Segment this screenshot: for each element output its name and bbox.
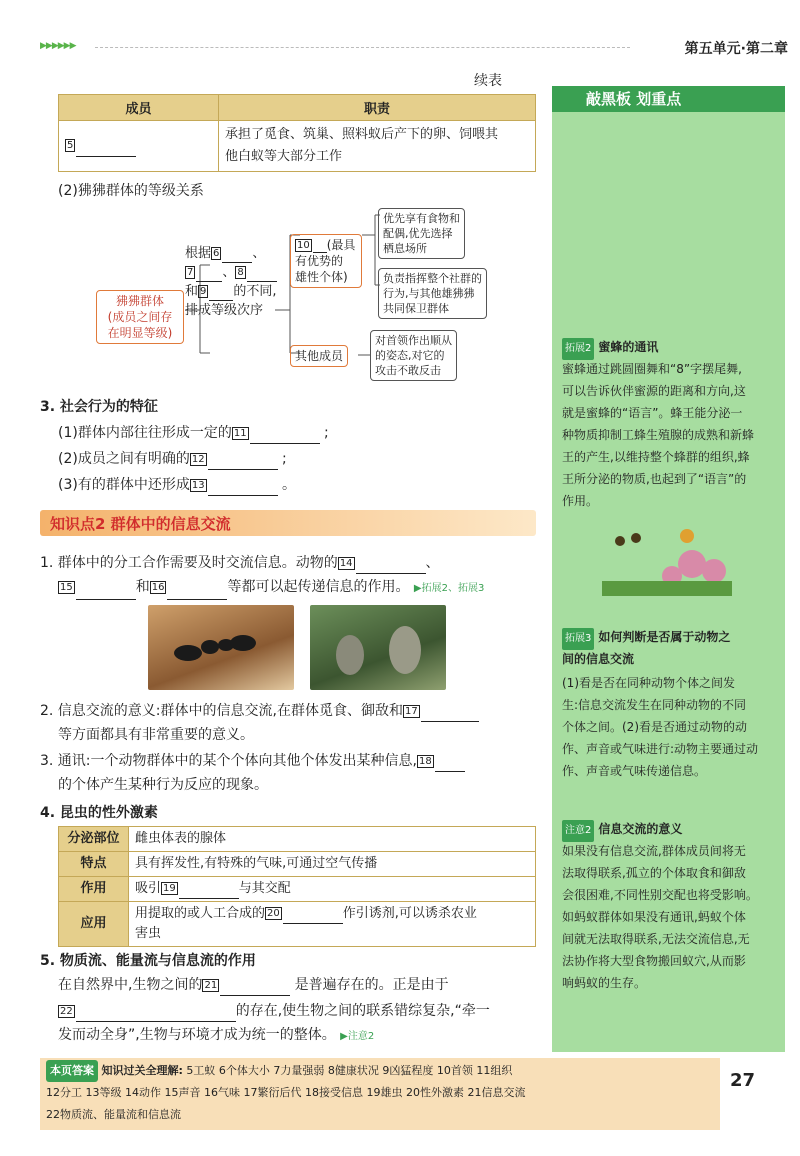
sidebar-notes bbox=[552, 86, 785, 1052]
blank-number: 13 bbox=[191, 479, 205, 491]
ant-icon bbox=[148, 605, 294, 690]
arrow-decoration: ▶▶▶▶▶▶ bbox=[40, 41, 76, 51]
bee-flower-icon bbox=[602, 526, 732, 596]
answer-blank[interactable] bbox=[209, 286, 233, 301]
row-key: 作用 bbox=[59, 877, 129, 902]
text: 信息交流的意义 bbox=[598, 822, 683, 836]
sidebar-header: 敲黑板 划重点 bbox=[552, 86, 785, 112]
text-line bbox=[58, 576, 484, 600]
text: 蜜蜂通过跳圆圈舞和“8”字摆尾舞, bbox=[562, 362, 742, 376]
leader-box bbox=[290, 234, 362, 288]
text: 如何判断是否属于动物之 bbox=[598, 630, 731, 644]
blank-number: 10 bbox=[297, 240, 310, 251]
note-title bbox=[562, 626, 780, 650]
answer-blank[interactable] bbox=[250, 429, 320, 444]
blank-number: 19 bbox=[163, 883, 176, 894]
answer-tag: 本页答案 bbox=[46, 1060, 98, 1082]
text: (3)有的群体中还形成 bbox=[58, 477, 190, 493]
top-bar bbox=[40, 38, 790, 56]
blank-number: 21 bbox=[204, 979, 218, 991]
text: 种物质抑制工蜂生殖腺的成熟和新蜂 bbox=[562, 428, 755, 442]
note-tag: 注意2 bbox=[562, 820, 594, 842]
chapter-title: 第五单元·第二章 bbox=[684, 41, 788, 57]
note-body bbox=[562, 358, 780, 512]
row-value bbox=[129, 877, 536, 902]
text-line bbox=[40, 700, 479, 722]
text: 知识过关全理解: bbox=[101, 1064, 183, 1077]
text: 王所分泌的物质,也起到了“语言”的 bbox=[562, 472, 747, 486]
text: 和 bbox=[185, 284, 199, 299]
text: 排成等级次序 bbox=[185, 303, 264, 318]
text: 2. 信息交流的意义:群体中的信息交流,在群体觅食、御敌和 bbox=[40, 703, 403, 719]
section-heading: 5. 物质流、能量流与信息流的作用 bbox=[40, 953, 256, 969]
text: 害虫 bbox=[135, 926, 162, 941]
page-number: 27 bbox=[730, 1070, 756, 1091]
text: 等都可以起传递信息的作用。 bbox=[227, 579, 410, 595]
row-key: 分泌部位 bbox=[59, 827, 129, 852]
text: 在自然界中,生物之间的 bbox=[58, 977, 203, 993]
ranking-criteria: 根据 6 、 7 、 8 和 9 的不同, 排成等级次序 bbox=[185, 246, 277, 318]
section-heading: 4. 昆虫的性外激素 bbox=[40, 805, 158, 821]
blank-number: 20 bbox=[267, 908, 280, 919]
row-key: 特点 bbox=[59, 852, 129, 877]
section-title: 知识点2 群体中的信息交流 bbox=[50, 515, 231, 533]
text: 。 bbox=[282, 477, 297, 493]
blank-number: 22 bbox=[60, 1005, 73, 1017]
text-line bbox=[58, 474, 296, 496]
text: 就是蜜蜂的“语言”。蜂王能分泌一 bbox=[562, 406, 743, 420]
blank-number: 12 bbox=[191, 453, 205, 465]
baboon-group-box: 狒狒群体 (成员之间存 在明显等级) bbox=[96, 290, 184, 344]
answer-blank[interactable] bbox=[435, 757, 465, 772]
text-line bbox=[58, 1024, 374, 1048]
other-members-box: 其他成员 bbox=[290, 345, 348, 367]
note-title bbox=[562, 818, 780, 842]
blank-number: 16 bbox=[151, 581, 165, 593]
text-line: 1. 群体中的分工合作需要及时交流信息。动物的 14 、 bbox=[40, 552, 440, 574]
text: 会很困难,不同性别交配也将受影响。 bbox=[562, 888, 758, 902]
continued-label: 续表 bbox=[474, 73, 502, 89]
text: ; bbox=[282, 451, 287, 467]
answer-blank[interactable] bbox=[356, 559, 426, 574]
text-line bbox=[58, 1000, 490, 1022]
text-line: 的个体产生某种行为反应的现象。 bbox=[58, 777, 268, 793]
text: (1)看是否在同种动物个体之间发 bbox=[562, 676, 735, 690]
answer-blank[interactable] bbox=[247, 267, 277, 282]
answer-blank[interactable] bbox=[421, 707, 479, 722]
row-value bbox=[129, 902, 536, 947]
blank-number: 9 bbox=[200, 286, 207, 297]
text: 用提取的或人工合成的 bbox=[135, 906, 266, 921]
text: 5工蚁 6个体大小 7力量强弱 8健康状况 9凶猛程度 10首领 11组织 bbox=[186, 1064, 513, 1077]
col-header: 职责 bbox=[219, 95, 536, 121]
blank-number: 5 bbox=[67, 140, 74, 151]
text: 王的产生,以维持整个蜂群的组织,蜂 bbox=[562, 450, 750, 464]
text-line: 等方面都具有非常重要的意义。 bbox=[58, 727, 254, 743]
blank-number: 11 bbox=[233, 427, 247, 439]
blank-number: 7 bbox=[187, 267, 194, 278]
answer-blank[interactable] bbox=[76, 1007, 236, 1022]
text: 作、声音或气味传递信息。 bbox=[562, 764, 707, 778]
table-cell bbox=[59, 121, 219, 172]
text-line bbox=[58, 974, 449, 996]
text: 作引诱剂,可以诱杀农业 bbox=[342, 906, 477, 921]
blank-number: 14 bbox=[339, 557, 353, 569]
monkey-icon bbox=[310, 605, 446, 690]
duty-text: 他白蚁等大部分工作 bbox=[225, 149, 343, 164]
row-value: 具有挥发性,有特殊的气味,可通过空气传播 bbox=[129, 852, 536, 877]
text: 1. 群体中的分工合作需要及时交流信息。动物的 bbox=[40, 555, 338, 571]
text: 22物质流、能量流和信息流 bbox=[46, 1108, 181, 1121]
note-title bbox=[562, 336, 780, 360]
note-title: 间的信息交流 bbox=[562, 652, 635, 666]
blank-number: 18 bbox=[418, 755, 432, 767]
blank-number: 6 bbox=[213, 248, 220, 259]
text: 的存在,使生物之间的联系错综复杂,“牵一 bbox=[235, 1003, 490, 1019]
section-heading: 3. 社会行为的特征 bbox=[40, 399, 158, 415]
text: 蜜蜂的通讯 bbox=[598, 340, 659, 354]
text: 法协作将大型食物搬回蚁穴,从而影 bbox=[562, 954, 746, 968]
text: 如果没有信息交流,群体成员间将无 bbox=[562, 844, 746, 858]
submission-box: 对首领作出顺从 的姿态,对它的 攻击不敢反击 bbox=[370, 330, 457, 381]
answer-blank[interactable] bbox=[222, 248, 252, 263]
monkeys-photo bbox=[310, 605, 446, 690]
row-key: 应用 bbox=[59, 902, 129, 947]
col-header: 成员 bbox=[59, 95, 219, 121]
reference-link[interactable]: ▶注意2 bbox=[340, 1031, 375, 1042]
table-cell bbox=[219, 121, 536, 172]
text: 如蚂蚁群体如果没有通讯,蚂蚁个体 bbox=[562, 910, 746, 924]
knowledge-point-banner bbox=[40, 510, 536, 536]
blank-number: 15 bbox=[60, 581, 73, 593]
text: 间就无法取得联系,无法交流信息,无 bbox=[562, 932, 750, 946]
blank-number: 17 bbox=[404, 705, 418, 717]
text: 12分工 13等级 14动作 15声音 16气味 17繁衍后代 18接受信息 19雄虫 20性外激素 21信息交流 bbox=[46, 1086, 526, 1099]
text: 和 bbox=[135, 579, 150, 595]
text: 发而动全身”,生物与环境才成为统一的整体。 bbox=[58, 1027, 336, 1043]
note-body bbox=[562, 840, 780, 994]
answer-blank[interactable] bbox=[208, 455, 278, 470]
text: 吸引 bbox=[135, 881, 162, 896]
text: ; bbox=[324, 425, 329, 441]
answer-blank[interactable] bbox=[208, 481, 278, 496]
answer-blank[interactable] bbox=[76, 585, 136, 600]
blank-number: 8 bbox=[237, 267, 244, 278]
text: 与其交配 bbox=[238, 881, 291, 896]
text: 可以告诉伙伴蜜源的距离和方向,这 bbox=[562, 384, 746, 398]
text: 的不同, bbox=[233, 284, 277, 299]
text-line bbox=[40, 750, 465, 772]
text: 个体之间。(2)看是否通过动物的动 bbox=[562, 720, 747, 734]
answer-blank[interactable] bbox=[313, 241, 327, 253]
divider bbox=[95, 47, 630, 48]
text: (2)成员之间有明确的 bbox=[58, 451, 190, 467]
row-value: 雌虫体表的腺体 bbox=[129, 827, 536, 852]
answer-blank[interactable] bbox=[196, 267, 222, 282]
subsection-title: (2)狒狒群体的等级关系 bbox=[58, 183, 204, 199]
text: 法取得联系,孤立的个体取食和御敌 bbox=[562, 866, 746, 880]
text: 作用。 bbox=[562, 494, 599, 508]
answer-blank[interactable] bbox=[220, 981, 290, 996]
member-table bbox=[58, 94, 536, 172]
leader-duty-box: 负责指挥整个社群的 行为,与其他雄狒狒 共同保卫群体 bbox=[378, 268, 487, 319]
answer-blank[interactable] bbox=[283, 909, 343, 924]
answer-blank[interactable] bbox=[179, 884, 239, 899]
note-tag: 拓展2 bbox=[562, 338, 594, 360]
leader-privilege-box: 优先享有食物和 配偶,优先选择 栖息场所 bbox=[378, 208, 465, 259]
text: (1)群体内部往往形成一定的 bbox=[58, 425, 232, 441]
text: 3. 通讯:一个动物群体中的某个个体向其他个体发出某种信息, bbox=[40, 753, 417, 769]
note-tag: 拓展3 bbox=[562, 628, 594, 650]
text: 作、声音或气味进行:动物主要通过动 bbox=[562, 742, 759, 756]
pheromone-table bbox=[58, 826, 536, 947]
reference-link[interactable]: ▶拓展2、拓展3 bbox=[413, 583, 485, 594]
answer-blank[interactable] bbox=[167, 585, 227, 600]
text: 生:信息交流发生在同种动物的不同 bbox=[562, 698, 747, 712]
answer-blank[interactable] bbox=[76, 142, 136, 157]
text: (最具 有优势的 雄性个体) bbox=[295, 238, 356, 284]
text: 是普遍存在的。正是由于 bbox=[294, 977, 449, 993]
duty-text: 承担了觅食、筑巢、照料蚁后产下的卵、饲喂其 bbox=[225, 127, 499, 142]
text: 根据 bbox=[185, 246, 212, 261]
text: 响蚂蚁的生存。 bbox=[562, 976, 647, 990]
text-line bbox=[58, 448, 287, 470]
note-body bbox=[562, 672, 780, 782]
answer-key bbox=[40, 1058, 720, 1130]
ants-photo bbox=[148, 605, 294, 690]
text-line bbox=[58, 422, 329, 444]
